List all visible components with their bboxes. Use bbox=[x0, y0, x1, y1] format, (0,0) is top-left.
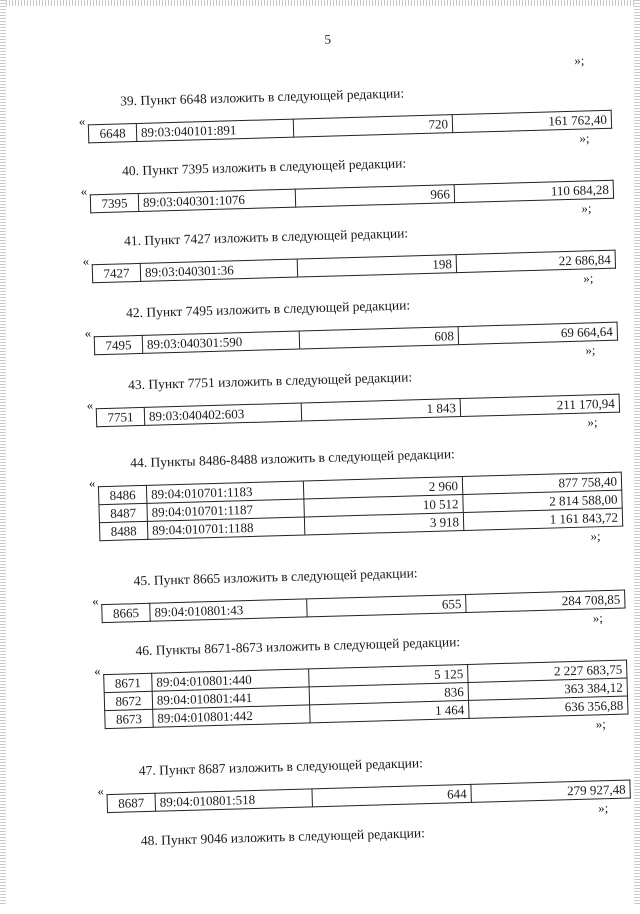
area-cell: 198 bbox=[297, 255, 456, 277]
cadastral-number-cell: 89:04:010701:1183 bbox=[146, 481, 303, 503]
table-row bbox=[107, 780, 630, 813]
item-number-cell: 8671 bbox=[104, 673, 152, 692]
area-cell: 720 bbox=[293, 115, 452, 137]
cadastral-number-cell: 89:03:040301:1076 bbox=[138, 189, 295, 211]
area-cell: 3 918 bbox=[304, 513, 463, 535]
data-table bbox=[94, 322, 618, 356]
area-cell: 10 512 bbox=[304, 495, 463, 517]
cadastral-number-cell: 89:04:010801:43 bbox=[150, 599, 307, 621]
data-table bbox=[107, 779, 631, 813]
closing-quote: »; bbox=[574, 52, 585, 68]
amendment-section bbox=[0, 441, 640, 544]
item-number-cell: 8487 bbox=[99, 503, 147, 522]
table-row bbox=[102, 590, 625, 623]
opening-quote: « bbox=[88, 475, 96, 491]
cadastral-number-cell: 89:03:040301:590 bbox=[142, 331, 299, 353]
section-heading: 48. Пункт 9046 изложить в следующей редакции: bbox=[140, 825, 426, 849]
item-number-cell: 8672 bbox=[104, 691, 152, 710]
cadastral-number-cell: 89:04:010801:442 bbox=[153, 705, 310, 727]
value-cell: 279 927,48 bbox=[471, 780, 630, 802]
value-cell: 22 686,84 bbox=[456, 250, 615, 272]
closing-quote: »; bbox=[595, 716, 607, 732]
value-cell: 877 758,40 bbox=[462, 472, 621, 494]
cadastral-number-cell: 89:04:010801:441 bbox=[152, 687, 309, 709]
value-cell: 2 814 588,00 bbox=[463, 490, 622, 512]
closing-quote: »; bbox=[597, 800, 609, 816]
item-number-cell: 7427 bbox=[92, 263, 140, 282]
value-cell: 2 227 683,75 bbox=[468, 660, 627, 682]
area-cell: 966 bbox=[295, 185, 454, 207]
item-number-cell: 7495 bbox=[94, 335, 142, 354]
table-row bbox=[92, 250, 615, 283]
opening-quote: « bbox=[84, 325, 92, 341]
amendment-section bbox=[0, 149, 632, 216]
closing-quote: »; bbox=[587, 414, 598, 430]
cadastral-number-cell: 89:03:040402:603 bbox=[144, 403, 301, 425]
item-number-cell: 8673 bbox=[105, 709, 153, 728]
value-cell: 110 684,28 bbox=[454, 180, 613, 202]
data-table bbox=[103, 660, 628, 730]
item-number-cell: 8665 bbox=[102, 603, 150, 622]
amendment-section bbox=[0, 363, 638, 430]
area-cell: 1 843 bbox=[301, 399, 460, 421]
data-table bbox=[96, 394, 620, 428]
amendment-section bbox=[0, 79, 630, 146]
data-table bbox=[101, 590, 625, 624]
closing-quote: »; bbox=[590, 528, 601, 544]
value-cell: 1 161 843,72 bbox=[463, 508, 622, 530]
opening-quote: « bbox=[82, 253, 90, 269]
table-row bbox=[90, 180, 613, 213]
section-heading: 41. Пункт 7427 изложить в следующей редакции: bbox=[123, 225, 409, 249]
table-row bbox=[94, 322, 617, 355]
section-heading: 45. Пункт 8665 изложить в следующей редакции: bbox=[133, 565, 418, 589]
amendment-section bbox=[9, 749, 640, 816]
area-cell: 644 bbox=[312, 784, 471, 806]
closing-quote: »; bbox=[579, 130, 590, 146]
value-cell: 363 384,12 bbox=[468, 678, 627, 700]
amendment-section bbox=[0, 291, 636, 358]
cadastral-number-cell: 89:04:010701:1187 bbox=[147, 499, 304, 521]
data-table bbox=[98, 472, 623, 542]
value-cell: 284 708,85 bbox=[466, 590, 625, 612]
item-number-cell: 7751 bbox=[96, 407, 144, 426]
item-number-cell: 8687 bbox=[107, 793, 155, 812]
value-cell: 211 170,94 bbox=[460, 394, 619, 416]
closing-quote: »; bbox=[583, 270, 594, 286]
table-row bbox=[96, 394, 619, 427]
amendment-section bbox=[3, 559, 640, 626]
closing-quote: »; bbox=[592, 610, 604, 626]
item-number-cell: 8486 bbox=[98, 485, 146, 504]
area-cell: 5 125 bbox=[309, 664, 468, 686]
table-row bbox=[88, 110, 611, 143]
amendment-section bbox=[0, 219, 634, 286]
value-cell: 161 762,40 bbox=[452, 110, 611, 132]
section-heading: 43. Пункт 7751 изложить в следующей редакции: bbox=[127, 369, 413, 393]
closing-quote: »; bbox=[585, 342, 596, 358]
data-table bbox=[90, 180, 614, 214]
cadastral-number-cell: 89:04:010701:1188 bbox=[147, 517, 304, 539]
item-number-cell: 7395 bbox=[90, 193, 138, 212]
opening-quote: « bbox=[91, 593, 99, 609]
cadastral-number-cell: 89:04:010801:440 bbox=[152, 669, 309, 691]
opening-quote: « bbox=[97, 783, 105, 799]
item-number-cell: 6648 bbox=[88, 124, 136, 143]
item-number-cell: 8488 bbox=[99, 521, 147, 540]
page-number: 5 bbox=[324, 31, 332, 47]
closing-quote: »; bbox=[581, 200, 592, 216]
section-heading: 47. Пункт 8687 изложить в следующей редакции: bbox=[138, 755, 424, 779]
opening-quote: « bbox=[86, 397, 94, 413]
amendment-section bbox=[11, 819, 640, 849]
section-heading: 39. Пункт 6648 изложить в следующей редакции: bbox=[119, 85, 405, 109]
area-cell: 2 960 bbox=[303, 477, 462, 499]
opening-quote: « bbox=[93, 663, 101, 679]
amendment-section bbox=[5, 629, 640, 732]
value-cell: 636 356,88 bbox=[469, 696, 628, 718]
cadastral-number-cell: 89:03:040301:36 bbox=[140, 259, 297, 281]
opening-quote: « bbox=[80, 183, 88, 199]
section-heading: 40. Пункт 7395 изложить в следующей редакции: bbox=[121, 155, 407, 179]
section-heading: 44. Пункты 8486-8488 изложить в следующей редакции: bbox=[130, 446, 456, 471]
opening-quote: « bbox=[78, 113, 86, 129]
cadastral-number-cell: 89:03:040101:891 bbox=[136, 119, 293, 141]
data-table bbox=[88, 110, 612, 144]
section-heading: 46. Пункты 8671-8673 изложить в следующей редакции: bbox=[135, 634, 461, 659]
area-cell: 608 bbox=[299, 327, 458, 349]
value-cell: 69 664,64 bbox=[458, 322, 617, 344]
area-cell: 836 bbox=[309, 682, 468, 704]
section-heading: 42. Пункт 7495 изложить в следующей редакции: bbox=[125, 297, 411, 321]
area-cell: 1 464 bbox=[310, 700, 469, 722]
cadastral-number-cell: 89:04:010801:518 bbox=[155, 789, 312, 811]
data-table bbox=[92, 250, 616, 284]
area-cell: 655 bbox=[307, 594, 466, 616]
